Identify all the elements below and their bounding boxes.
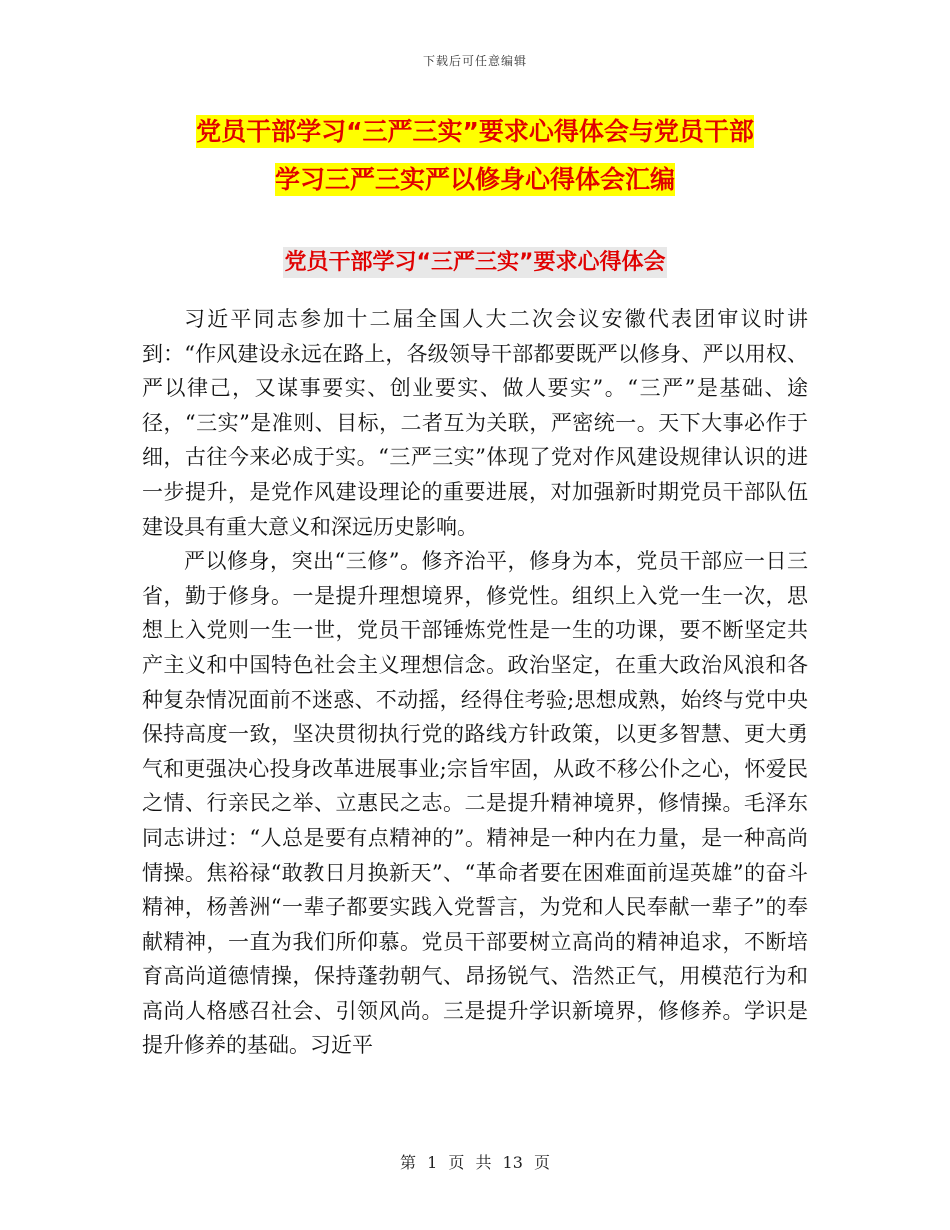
header-note: 下载后可任意编辑 — [422, 54, 527, 68]
title-line-2: 学习三严三实严以修身心得体会汇编 — [274, 165, 675, 194]
document-title — [140, 108, 810, 204]
section-title-text: 党员干部学习“三严三实”要求心得体会 — [283, 247, 668, 278]
paragraph: 严以修身，突出“三修”。修齐治平，修身为本，党员干部应一日三省，勤于修身。一是提升理想境界，修党性。组织上入党一生一次，思想上入党则一生一世，党员干部锤炼党性是一生的功课，要不断坚定共产主义和中国特色社会主义理想信念。政治坚定，在重大政治风浪和各种复杂情况面前不迷惑、不动摇，经得住考验;思想成熟，始终与党中央保持高度一致，坚决贯彻执行党的路线方针政策，以更多智慧、更大勇气和更强决心投身改革进展事业;宗旨牢固，从政不移公仆之心，怀爱民之情、行亲民之举、立惠民之志。二是提升精神境界，修情操。毛泽东同志讲过：“人总是要有点精神的”。精神是一种内在力量，是一种高尚情操。焦裕禄“敢教日月换新天”、“革命者要在困难面前逞英雄”的奋斗精神，杨善洲“一辈子都要实践入党誓言，为党和人民奉献一辈子”的奉献精神，一直为我们所仰慕。党员干部要树立高尚的精神追求，不断培育高尚道德情操，保持蓬勃朝气、昂扬锐气、浩然正气，用模范行为和高尚人格感召社会、引领风尚。三是提升学识新境界，修修养。学识是提升修养的基础。习近平 — [142, 549, 808, 1058]
title-line-1: 党员干部学习“三严三实”要求心得体会与党员干部 — [196, 117, 754, 146]
body-text — [142, 302, 808, 1063]
paragraph: 习近平同志参加十二届全国人大二次会议安徽代表团审议时讲到：“作风建设永远在路上，各级领导干部都要既严以修身、严以用权、严以律己，又谋事要实、创业要实、做人要实”。“三严”是基础、途径，“三实”是准则、目标，二者互为关联，严密统一。天下大事必作于细，古往今来必成于实。“三严三实”体现了党对作风建设规律认识的进一步提升，是党作风建设理论的重要进展，对加强新时期党员干部队伍建设具有重大意义和深远历史影响。 — [142, 307, 808, 539]
page-footer: 第 1 页 共 13 页 — [400, 1153, 550, 1172]
section-title — [0, 243, 950, 283]
